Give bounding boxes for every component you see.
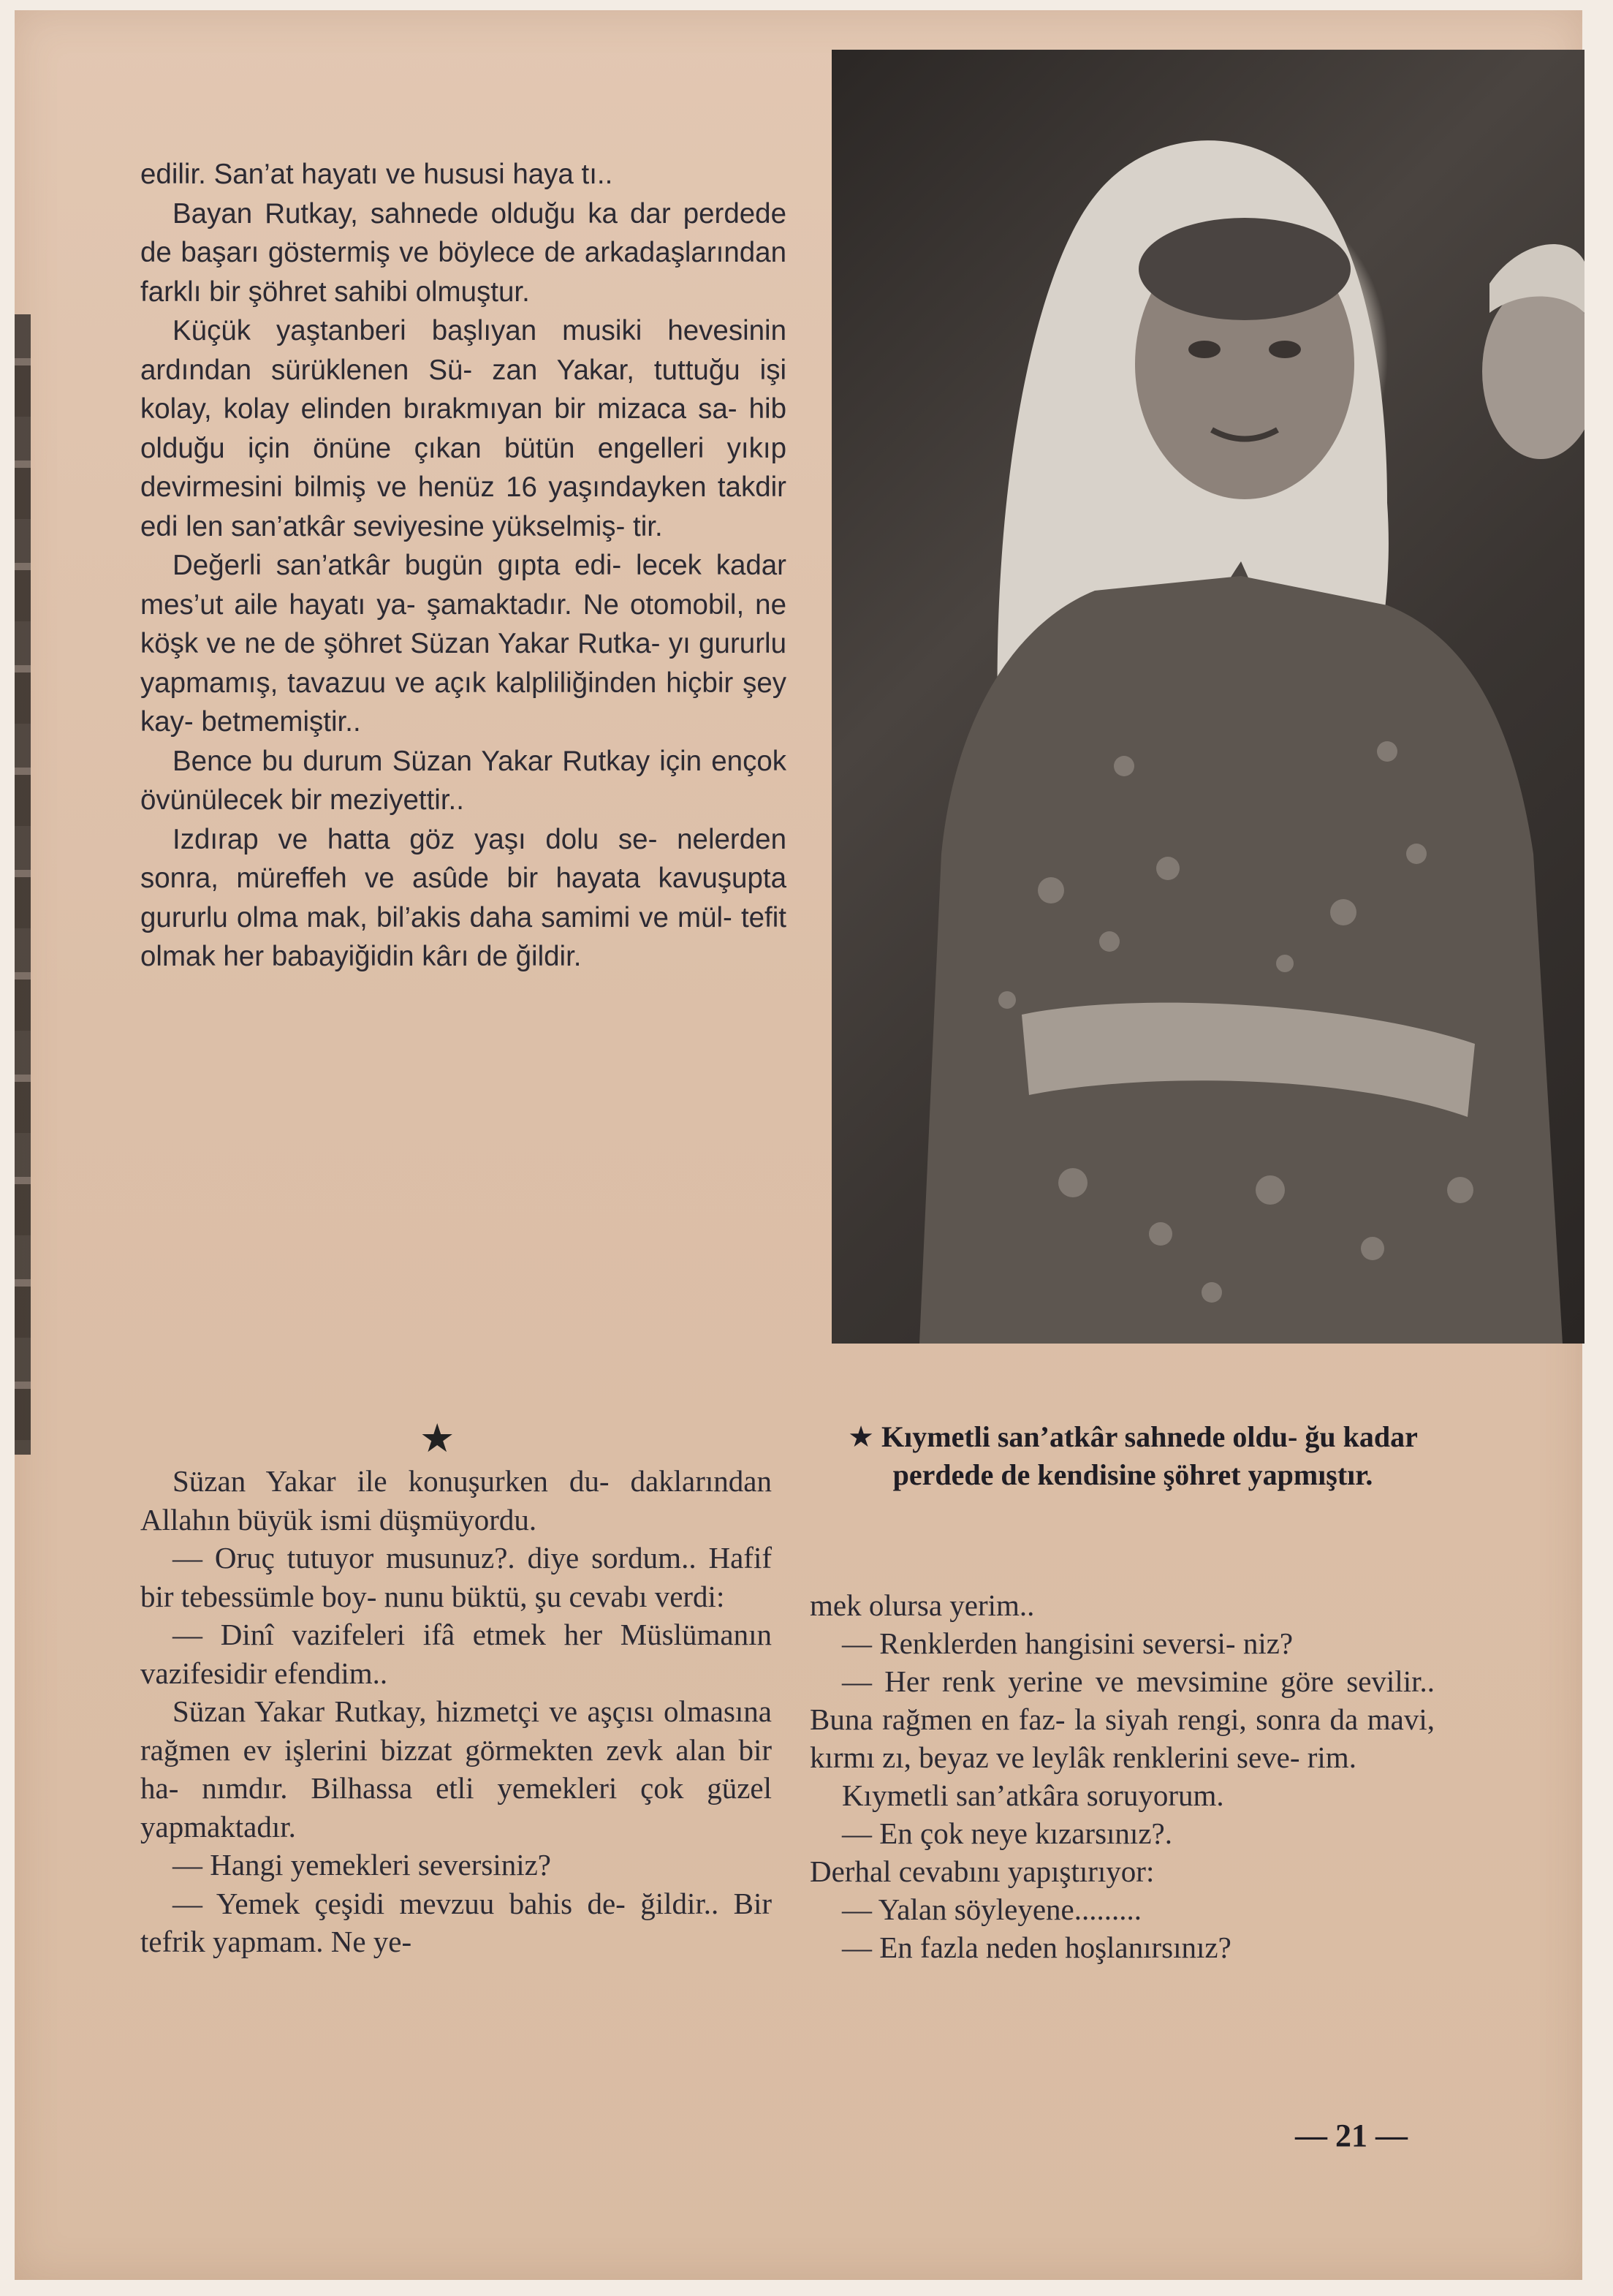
article-column-left-bottom — [140, 1462, 772, 1961]
paragraph: mek olursa yerim.. — [810, 1588, 1035, 1622]
paragraph: — Hangi yemekleri seversiniz? — [172, 1848, 552, 1882]
paragraph: Bence bu durum Süzan Yakar Rutkay için ençok övünülecek bir meziyettir.. — [140, 745, 786, 816]
article-column-right-bottom — [810, 1586, 1435, 1966]
caption-star-icon: ★ — [848, 1420, 875, 1454]
paragraph: — Yalan söyleyene......... — [842, 1893, 1142, 1926]
paragraph: Süzan Yakar Rutkay, hizmetçi ve aşçısı olmasına rağmen ev işlerini bizzat görmekten zevk alan bir ha- nımdır. Bilhassa etli yemekleri çok güzel yapmaktadır. — [140, 1694, 772, 1844]
page-number: — 21 — — [1295, 2118, 1408, 2153]
binding-edge — [15, 314, 31, 1455]
photo-illustration — [832, 50, 1584, 1344]
paragraph: — Dinî vazifeleri ifâ etmek her Müslümanın vazifesidir efendim.. — [140, 1618, 772, 1690]
paragraph: edilir. San’at hayatı ve hususi haya tı.. — [140, 159, 613, 190]
caption-text: Kıymetli san’atkâr sahnede oldu- ğu kadar perdede de kendisine şöhret yapmıştır. — [881, 1420, 1418, 1491]
hair-shape — [1139, 218, 1351, 320]
paragraph: — Oruç tutuyor musunuz?. diye sordum.. Hafif bir tebessümle boy- nunu büktü, şu cevabı verdi: — [140, 1541, 772, 1613]
paragraph: Küçük yaştanberi başlıyan musiki hevesinin ardından sürüklenen Sü- zan Yakar, tuttuğu işi kolay, kolay elinden bırakmıyan bir mizaca sa- hib olduğu için önüne çıkan bütün engelleri yıkıp devirmesini bilmiş ve henüz 16 yaşındayken takdir edi len san’atkâr seviyesine yükselmiş- tir. — [140, 315, 786, 542]
section-separator-star: ★ — [420, 1415, 455, 1461]
paragraph: Değerli san’atkâr bugün gıpta edi- lecek kadar mes’ut aile hayatı ya- şamaktadır. Ne otomobil, ne köşk ve ne de şöhret Süzan Yakar Rutka- yı gururlu yapmamış, tavazuu ve açık kalpliliğinden hiçbir şey kay- betmemiştir.. — [140, 550, 786, 738]
paragraph: — En çok neye kızarsınız?. — [842, 1816, 1172, 1850]
paragraph: — Renklerden hangisini seversi- niz? — [842, 1626, 1294, 1660]
article-column-left-top — [140, 155, 786, 977]
paragraph: Derhal cevabını yapıştırıyor: — [810, 1854, 1155, 1888]
paragraph: Bayan Rutkay, sahnede olduğu ka dar perdede de başarı göstermiş ve böylece de arkadaşlarından farklı bir şöhret sahibi olmuştur. — [140, 197, 786, 308]
dress-shape — [919, 576, 1563, 1344]
paragraph: Kıymetli san’atkâra soruyorum. — [842, 1778, 1224, 1812]
paragraph: — Her renk yerine ve mevsimine göre sevilir.. Buna rağmen en faz- la siyah rengi, sonra da mavi, kırmı zı, beyaz ve leylâk renklerini seve- rim. — [810, 1664, 1435, 1774]
paragraph: Izdırap ve hatta göz yaşı dolu se- nelerden sonra, müreffeh ve asûde bir hayata kavuşupta gururlu olma mak, bil’akis daha samimi ve mül- tefit olmak her babayiğidin kârı de ğildir. — [140, 823, 786, 972]
portrait-photo — [832, 50, 1584, 1344]
paragraph: Süzan Yakar ile konuşurken du- daklarından Allahın büyük ismi düşmüyordu. — [140, 1464, 772, 1537]
background-person — [1482, 284, 1584, 459]
paragraph: — Yemek çeşidi mevzuu bahis de- ğildir.. Bir tefrik yapmam. Ne ye- — [140, 1886, 772, 1958]
paragraph: — En fazla neden hoşlanırsınız? — [842, 1931, 1231, 1964]
photo-caption — [826, 1418, 1440, 1494]
